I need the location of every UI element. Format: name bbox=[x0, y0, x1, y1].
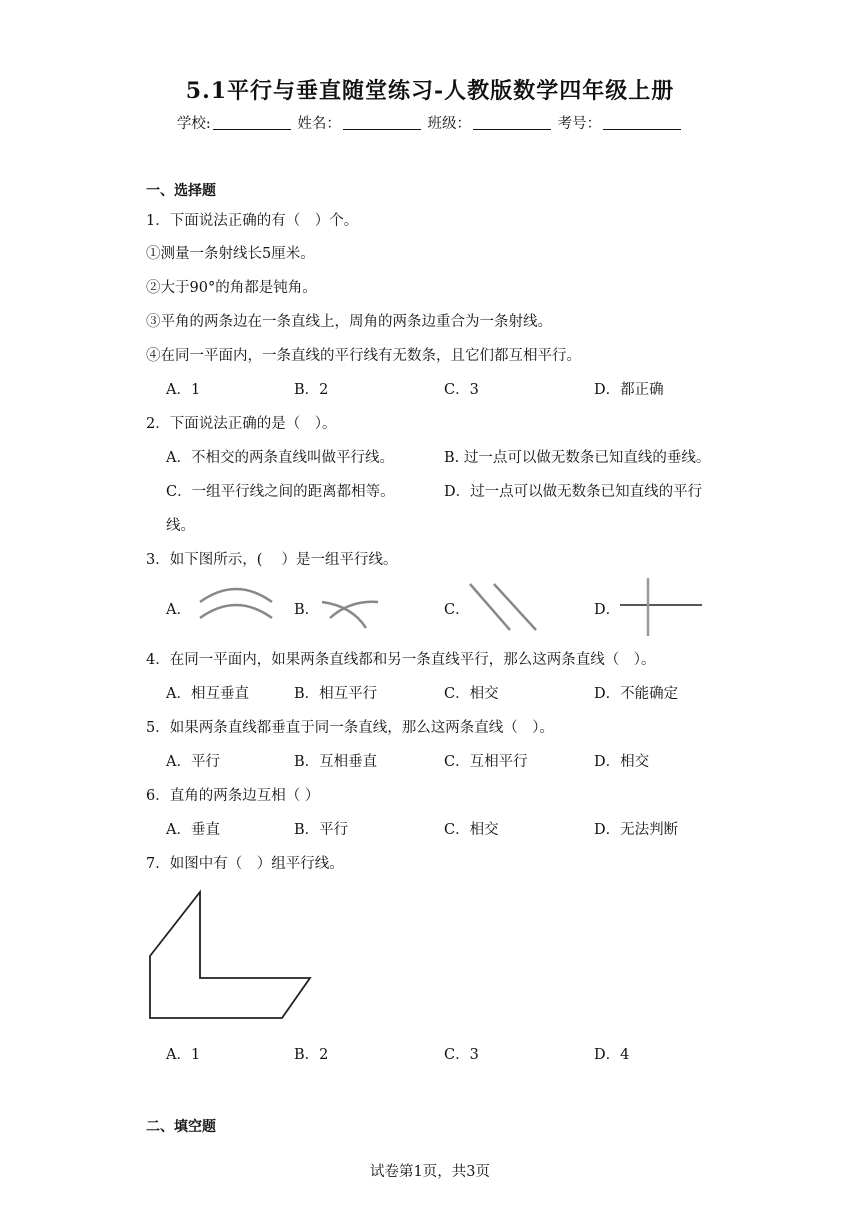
q3-figure-a-parallel-arcs bbox=[196, 580, 276, 630]
q6-stem: 6．直角的两条边互相（ ） bbox=[146, 788, 320, 804]
q5-option-d[interactable]: D．相交 bbox=[594, 754, 650, 770]
q3-stem: 3．如下图所示，( ）是一组平行线。 bbox=[146, 552, 398, 568]
q2-stem: 2．下面说法正确的是（ ）。 bbox=[146, 416, 337, 432]
q5-option-a[interactable]: A．平行 bbox=[166, 754, 220, 770]
q3-option-a[interactable]: A． bbox=[166, 602, 191, 618]
q6-option-a[interactable]: A．垂直 bbox=[166, 822, 220, 838]
name-label: 姓名： bbox=[297, 116, 341, 132]
q3-option-c[interactable]: C． bbox=[444, 602, 470, 618]
section-heading-fill-in: 二、填空题 bbox=[146, 1119, 216, 1135]
q4-option-a[interactable]: A．相互垂直 bbox=[166, 686, 249, 702]
q7-option-d[interactable]: D．4 bbox=[594, 1047, 630, 1063]
q7-stem: 7．如图中有（ ）组平行线。 bbox=[146, 856, 344, 872]
q3-option-b[interactable]: B． bbox=[294, 602, 320, 618]
class-field[interactable] bbox=[473, 115, 551, 130]
q2-option-b[interactable]: B. 过一点可以做无数条已知直线的垂线。 bbox=[444, 450, 711, 466]
class-label: 班级： bbox=[427, 116, 471, 132]
q6-option-b[interactable]: B．平行 bbox=[294, 822, 349, 838]
exam-no-field[interactable] bbox=[603, 115, 681, 130]
page-footer: 试卷第1页，共3页 bbox=[370, 1164, 490, 1180]
q1-option-a[interactable]: A．1 bbox=[166, 382, 201, 398]
q3-figure-d-perpendicular-lines bbox=[618, 576, 704, 638]
q2-option-d[interactable]: D．过一点可以做无数条已知直线的平行 bbox=[444, 484, 703, 500]
name-field[interactable] bbox=[343, 115, 421, 130]
q1-option-b[interactable]: B．2 bbox=[294, 382, 329, 398]
q6-option-c[interactable]: C．相交 bbox=[444, 822, 499, 838]
student-info-line bbox=[0, 112, 860, 133]
q3-option-d[interactable]: D． bbox=[594, 602, 621, 618]
q4-option-b[interactable]: B．相互平行 bbox=[294, 686, 378, 702]
page-title: 5.1平行与垂直随堂练习-人教版数学四年级上册 bbox=[185, 78, 675, 104]
q1-statement-4: ④在同一平面内，一条直线的平行线有无数条，且它们都互相平行。 bbox=[146, 348, 581, 364]
q2-option-a[interactable]: A．不相交的两条直线叫做平行线。 bbox=[166, 450, 394, 466]
q4-option-c[interactable]: C．相交 bbox=[444, 686, 499, 702]
q6-option-d[interactable]: D．无法判断 bbox=[594, 822, 679, 838]
exam-no-label: 考号： bbox=[557, 116, 602, 132]
q2-option-d-wrap: 线。 bbox=[166, 518, 195, 534]
q5-option-c[interactable]: C．互相平行 bbox=[444, 754, 528, 770]
q1-option-d[interactable]: D．都正确 bbox=[594, 382, 664, 398]
q5-stem: 5．如果两条直线都垂直于同一条直线，那么这两条直线（ ）。 bbox=[146, 720, 554, 736]
q1-statement-2: ②大于90°的角都是钝角。 bbox=[146, 280, 317, 296]
school-field[interactable] bbox=[213, 115, 291, 130]
q3-figure-b-curves bbox=[318, 584, 382, 634]
school-label: 学校: bbox=[176, 116, 211, 132]
q1-statement-1: ①测量一条射线长5厘米。 bbox=[146, 246, 315, 262]
q1-stem: 1．下面说法正确的有（ ）个。 bbox=[146, 213, 359, 229]
q7-option-a[interactable]: A．1 bbox=[166, 1047, 201, 1063]
q7-option-b[interactable]: B．2 bbox=[294, 1047, 329, 1063]
q4-stem: 4．在同一平面内，如果两条直线都和另一条直线平行，那么这两条直线（ ）。 bbox=[146, 652, 656, 668]
q5-option-b[interactable]: B．互相垂直 bbox=[294, 754, 378, 770]
q1-option-c[interactable]: C．3 bbox=[444, 382, 479, 398]
section-heading-choice: 一、选择题 bbox=[146, 183, 216, 199]
q4-option-d[interactable]: D．不能确定 bbox=[594, 686, 679, 702]
q7-option-c[interactable]: C．3 bbox=[444, 1047, 479, 1063]
q1-statement-3: ③平角的两条边在一条直线上，周角的两条边重合为一条射线。 bbox=[146, 314, 552, 330]
q3-figure-c-parallel-lines bbox=[464, 580, 544, 636]
q2-option-c[interactable]: C．一组平行线之间的距离都相等。 bbox=[166, 484, 395, 500]
q7-figure-polygon bbox=[146, 888, 316, 1024]
